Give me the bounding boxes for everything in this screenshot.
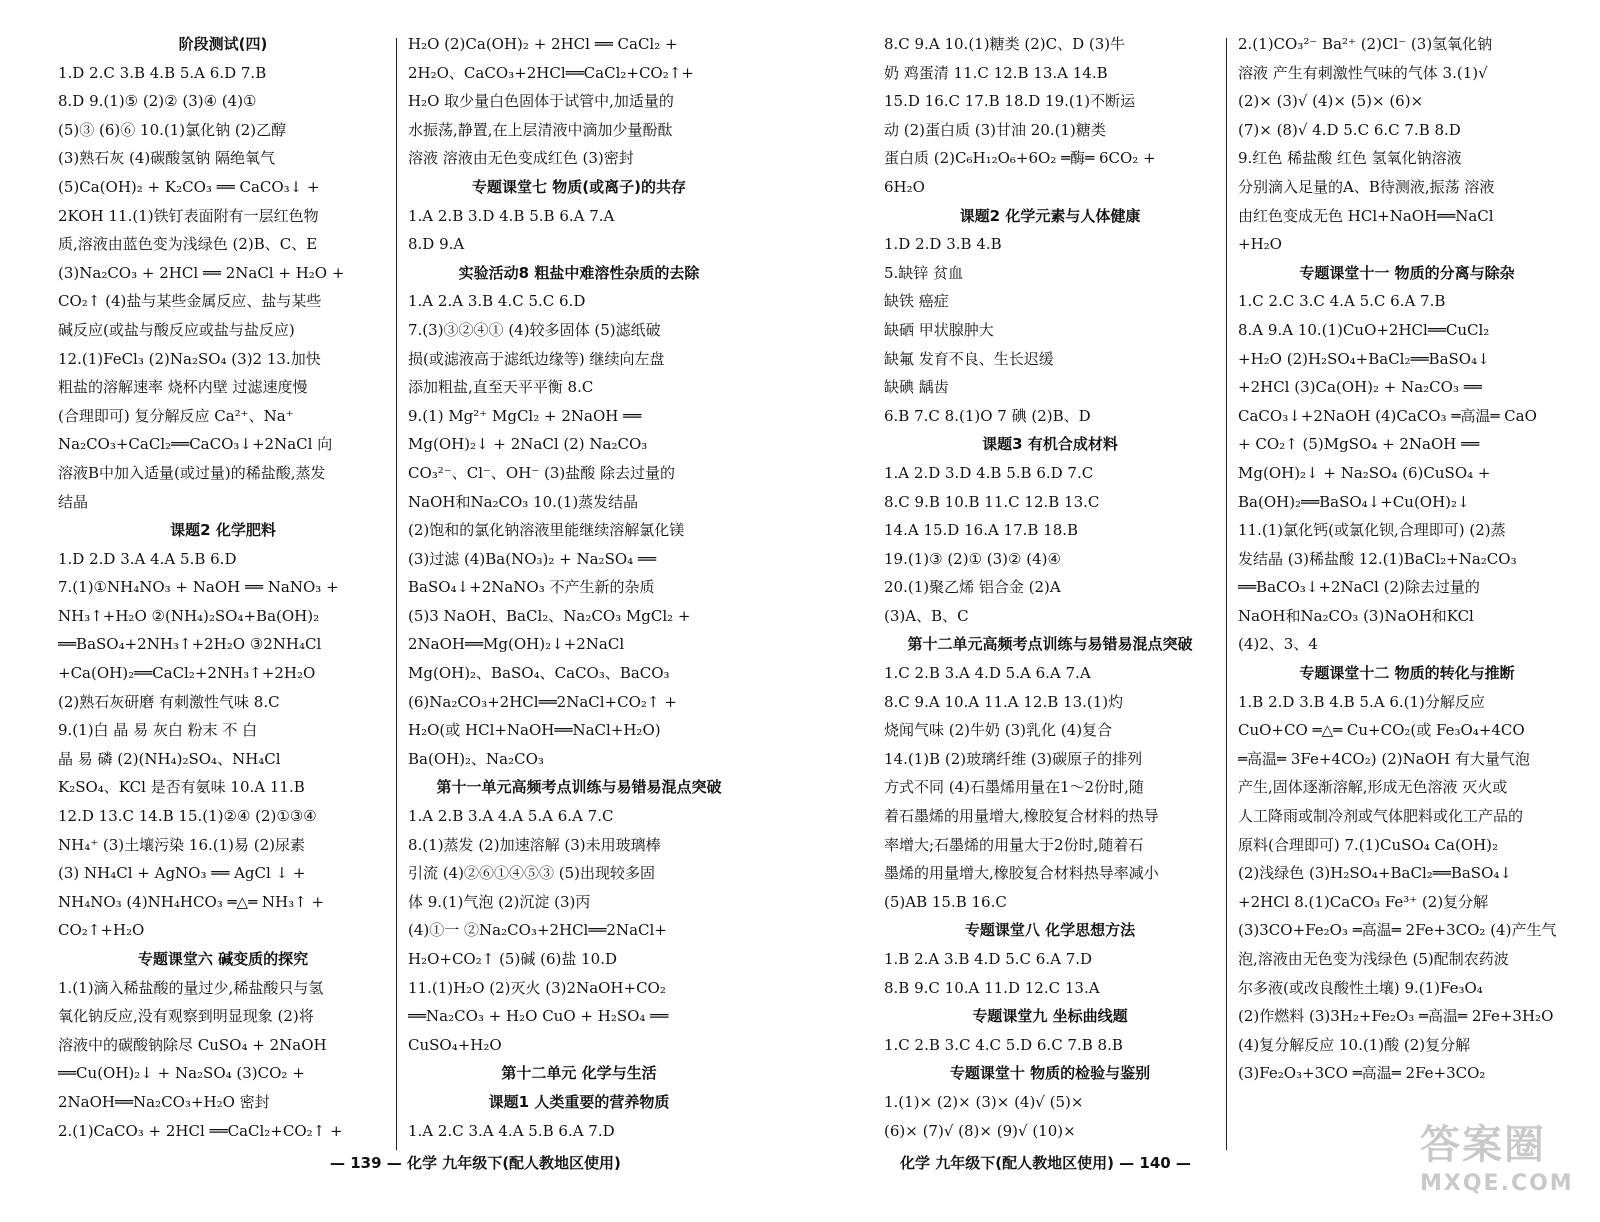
answer-line: K₂SO₄、KCl 是否有氨味 10.A 11.B xyxy=(58,778,305,797)
section-heading: 专题课堂八 化学思想方法 xyxy=(964,921,1136,940)
answer-line: 6H₂O xyxy=(884,177,925,196)
answer-line: (3)Na₂CO₃ + 2HCl ══ 2NaCl + H₂O + xyxy=(58,263,345,282)
answer-line: 6.B 7.C 8.(1)O 7 碘 (2)B、D xyxy=(884,406,1091,425)
answer-line: ═高温═ 3Fe+4CO₂) (2)NaOH 有大量气泡 xyxy=(1238,749,1530,768)
answer-line: 5.缺锌 贫血 xyxy=(884,263,964,282)
answer-line: 水振荡,静置,在上层清液中滴加少量酚酞 xyxy=(408,120,673,139)
answer-line: 1.A 2.C 3.A 4.A 5.B 6.A 7.D xyxy=(408,1121,615,1140)
answer-line: 20.(1)聚乙烯 铝合金 (2)A xyxy=(884,578,1061,597)
answer-line: CO₃²⁻、Cl⁻、OH⁻ (3)盐酸 除去过量的 xyxy=(408,463,675,482)
answer-line: 原料(合理即可) 7.(1)CuSO₄ Ca(OH)₂ xyxy=(1238,835,1499,854)
answer-line: +2HCl (3)Ca(OH)₂ + Na₂CO₃ ══ xyxy=(1238,378,1482,397)
answer-line: CuO+CO ═△═ Cu+CO₂(或 Fe₃O₄+4CO xyxy=(1238,721,1525,740)
answer-line: (2)浅绿色 (3)H₂SO₄+BaCl₂══BaSO₄↓ xyxy=(1238,864,1512,883)
answer-line: 11.(1)氯化钙(或氯化钡,合理即可) (2)蒸 xyxy=(1238,521,1506,540)
answer-line: 8.B 9.C 10.A 11.D 12.C 13.A xyxy=(884,978,1100,997)
answer-line: (5)3 NaOH、BaCl₂、Na₂CO₃ MgCl₂ + xyxy=(408,606,691,625)
page-footer-right: 化学 九年级下(配人教地区使用) — 140 — xyxy=(900,1154,1191,1172)
answer-line: Mg(OH)₂、BaSO₄、CaCO₃、BaCO₃ xyxy=(408,664,670,683)
answer-line: CO₂↑+H₂O xyxy=(58,921,145,940)
section-heading: 第十一单元高频考点训练与易错易混点突破 xyxy=(436,778,722,797)
answer-line: 1.C 2.B 3.C 4.C 5.D 6.C 7.B 8.B xyxy=(884,1035,1123,1054)
answer-line: +H₂O xyxy=(1238,235,1282,254)
answer-line: Mg(OH)₂↓ + 2NaCl (2) Na₂CO₃ xyxy=(408,435,648,454)
answer-line: 发结晶 (3)稀盐酸 12.(1)BaCl₂+Na₂CO₃ xyxy=(1238,549,1517,568)
answer-line: (5)AB 15.B 16.C xyxy=(884,892,1007,911)
answer-line: 氧化钠反应,没有观察到明显现象 (2)将 xyxy=(58,1007,314,1026)
answer-column-4 xyxy=(1238,30,1576,1088)
answer-line: 产生,固体逐渐溶解,形成无色溶液 灭火或 xyxy=(1238,778,1508,797)
section-heading: 实验活动8 粗盐中难溶性杂质的去除 xyxy=(458,263,700,282)
answer-line: 结晶 xyxy=(58,492,89,511)
answer-line: 人工降雨或制冷剂或气体肥料或化工产品的 xyxy=(1238,807,1524,826)
answer-line: 2H₂O、CaCO₃+2HCl══CaCl₂+CO₂↑+ xyxy=(408,63,694,82)
answer-line: (2)饱和的氯化钠溶液里能继续溶解氯化镁 xyxy=(408,521,685,540)
answer-line: 8.C 9.A 10.(1)糖类 (2)C、D (3)牛 xyxy=(884,35,1126,53)
answer-line: 1.C 2.C 3.C 4.A 5.C 6.A 7.B xyxy=(1238,292,1446,311)
answer-line: 溶液B中加入适量(或过量)的稀盐酸,蒸发 xyxy=(58,463,326,482)
column-divider xyxy=(396,38,397,1150)
answer-line: 14.(1)B (2)玻璃纤维 (3)碳原子的排列 xyxy=(884,749,1143,768)
answer-line: (合理即可) 复分解反应 Ca²⁺、Na⁺ xyxy=(58,406,294,425)
answer-line: 8.C 9.B 10.B 11.C 12.B 13.C xyxy=(884,492,1100,511)
answer-line: 缺碘 龋齿 xyxy=(884,378,949,397)
answer-line: NH₄⁺ (3)土壤污染 16.(1)易 (2)尿素 xyxy=(58,835,306,854)
answer-line: 分别滴入足量的A、B待测液,振荡 溶液 xyxy=(1238,177,1495,196)
answer-line: 2KOH 11.(1)铁钉表面附有一层红色物 xyxy=(58,206,319,225)
answer-line: CuSO₄+H₂O xyxy=(408,1035,502,1054)
answer-line: 1.A 2.D 3.D 4.B 5.B 6.D 7.C xyxy=(884,463,1094,482)
answer-line: 8.C 9.A 10.A 11.A 12.B 13.(1)灼 xyxy=(884,692,1124,711)
answer-line: (4)复分解反应 10.(1)酸 (2)复分解 xyxy=(1238,1035,1471,1054)
answer-line: +2HCl 8.(1)CaCO₃ Fe³⁺ (2)复分解 xyxy=(1238,892,1489,911)
answer-line: 奶 鸡蛋清 11.C 12.B 13.A 14.B xyxy=(884,63,1108,82)
answer-line: Ba(OH)₂、Na₂CO₃ xyxy=(408,749,544,768)
answer-line: +H₂O (2)H₂SO₄+BaCl₂══BaSO₄↓ xyxy=(1238,349,1490,368)
answer-line: 1.B 2.D 3.B 4.B 5.A 6.(1)分解反应 xyxy=(1238,692,1485,711)
section-heading: 课题2 化学肥料 xyxy=(170,521,276,540)
answer-line: ══BaSO₄+2NH₃↑+2H₂O ③2NH₄Cl xyxy=(58,635,322,654)
answer-line: ══BaCO₃↓+2NaCl (2)除去过量的 xyxy=(1238,578,1480,597)
answer-line: 溶液 溶液由无色变成红色 (3)密封 xyxy=(408,149,634,168)
answer-line: 烧闻气味 (2)牛奶 (3)乳化 (4)复合 xyxy=(884,721,1113,740)
answer-line: 8.D 9.A xyxy=(408,235,465,254)
answer-line: NaOH和Na₂CO₃ (3)NaOH和KCl xyxy=(1238,606,1474,625)
answer-line: (3)3CO+Fe₂O₃ ═高温═ 2Fe+3CO₂ (4)产生气 xyxy=(1238,921,1557,940)
answer-line: (3)过滤 (4)Ba(NO₃)₂ + Na₂SO₄ ══ xyxy=(408,549,656,568)
answer-line: 2.(1)CO₃²⁻ Ba²⁺ (2)Cl⁻ (3)氢氧化钠 xyxy=(1238,35,1493,53)
answer-line: 缺铁 癌症 xyxy=(884,292,949,311)
answer-line: 7.(1)①NH₄NO₃ + NaOH ══ NaNO₃ + xyxy=(58,578,339,597)
answer-line: 19.(1)③ (2)① (3)② (4)④ xyxy=(884,549,1061,568)
section-heading: 第十二单元高频考点训练与易错易混点突破 xyxy=(907,635,1193,654)
answer-line: (5)Ca(OH)₂ + K₂CO₃ ══ CaCO₃↓ + xyxy=(58,177,320,196)
answer-line: 1.D 2.D 3.B 4.B xyxy=(884,235,1002,254)
answer-line: 1.D 2.C 3.B 4.B 5.A 6.D 7.B xyxy=(58,63,267,82)
answer-line: (2)作燃料 (3)3H₂+Fe₂O₃ ═高温═ 2Fe+3H₂O xyxy=(1238,1007,1554,1026)
answer-line: 2NaOH══Mg(OH)₂↓+2NaCl xyxy=(408,635,625,654)
watermark-url: MXQE.COM xyxy=(1420,1171,1574,1196)
answer-line: 1.B 2.A 3.B 4.D 5.C 6.A 7.D xyxy=(884,950,1093,968)
answer-line: 8.A 9.A 10.(1)CuO+2HCl══CuCl₂ xyxy=(1238,320,1490,339)
answer-line: 9.(1) Mg²⁺ MgCl₂ + 2NaOH ══ xyxy=(408,406,642,425)
answer-line: 尔多液(或改良酸性土壤) 9.(1)Fe₃O₄ xyxy=(1238,978,1483,997)
answer-line: 体 9.(1)气泡 (2)沉淀 (3)丙 xyxy=(408,892,591,911)
answer-line: 14.A 15.D 16.A 17.B 18.B xyxy=(884,521,1079,540)
section-heading: 专题课堂七 物质(或离子)的共存 xyxy=(472,177,686,196)
answer-line: 1.(1)× (2)× (3)× (4)√ (5)× xyxy=(884,1092,1084,1111)
answer-line: NaOH和Na₂CO₃ 10.(1)蒸发结晶 xyxy=(408,492,639,511)
answer-line: 12.(1)FeCl₃ (2)Na₂SO₄ (3)2 13.加快 xyxy=(58,349,321,368)
answer-line: 8.(1)蒸发 (2)加速溶解 (3)未用玻璃棒 xyxy=(408,835,661,854)
answer-line: (4)①一 ②Na₂CO₃+2HCl══2NaCl+ xyxy=(408,921,667,940)
answer-line: (2)× (3)√ (4)× (5)× (6)× xyxy=(1238,92,1424,111)
answer-column-2 xyxy=(408,30,750,1145)
section-heading: 专题课堂十 物质的检验与鉴别 xyxy=(949,1064,1151,1083)
answer-line: 损(或滤液高于滤纸边缘等) 继续向左盘 xyxy=(408,349,665,368)
answer-line: 着石墨烯的用量增大,橡胶复合材料的热导 xyxy=(884,807,1159,826)
answer-line: (6)Na₂CO₃+2HCl══2NaCl+CO₂↑ + xyxy=(408,692,677,711)
answer-line: 泡,溶液由无色变为浅绿色 (5)配制农药波 xyxy=(1238,950,1509,968)
section-heading: 课题1 人类重要的营养物质 xyxy=(488,1092,670,1111)
answer-line: NH₃↑+H₂O ②(NH₄)₂SO₄+Ba(OH)₂ xyxy=(58,606,320,625)
answer-line: H₂O(或 HCl+NaOH══NaCl+H₂O) xyxy=(408,721,661,740)
answer-column-3 xyxy=(884,30,1216,1145)
answer-line: (7)× (8)√ 4.D 5.C 6.C 7.B 8.D xyxy=(1238,120,1461,139)
answer-line: 1.(1)滴入稀盐酸的量过少,稀盐酸只与氢 xyxy=(58,978,324,997)
answer-line: 1.A 2.B 3.A 4.A 5.A 6.A 7.C xyxy=(408,807,614,826)
answer-line: H₂O+CO₂↑ (5)碱 (6)盐 10.D xyxy=(408,950,617,968)
answer-line: 添加粗盐,直至天平平衡 8.C xyxy=(408,378,594,397)
section-heading: 专题课堂九 坐标曲线题 xyxy=(972,1007,1128,1026)
watermark-title: 答案圈 xyxy=(1420,1122,1546,1168)
answer-line: 引流 (4)②⑥①④⑤③ (5)出现较多固 xyxy=(408,864,656,883)
answer-line: 率增大;石墨烯的用量大于2份时,随着石 xyxy=(884,835,1144,854)
answer-line: (3)A、B、C xyxy=(884,606,969,625)
answer-line: 1.D 2.D 3.A 4.A 5.B 6.D xyxy=(58,549,237,568)
answer-column-1 xyxy=(58,30,388,1145)
answer-line: Na₂CO₃+CaCl₂══CaCO₃↓+2NaCl 向 xyxy=(58,435,333,454)
answer-line: 碱反应(或盐与酸反应或盐与盐反应) xyxy=(58,320,295,339)
section-heading: 专题课堂十一 物质的分离与除杂 xyxy=(1299,263,1515,282)
section-heading: 专题课堂十二 物质的转化与推断 xyxy=(1299,664,1515,683)
answer-line: ══Na₂CO₃ + H₂O CuO + H₂SO₄ ══ xyxy=(408,1007,669,1026)
answer-line: ══Cu(OH)₂↓ + Na₂SO₄ (3)CO₂ + xyxy=(58,1064,305,1083)
answer-line: 2NaOH══Na₂CO₃+H₂O 密封 xyxy=(58,1092,270,1111)
answer-line: 8.D 9.(1)⑤ (2)② (3)④ (4)① xyxy=(58,92,257,111)
section-heading: 专题课堂六 碱变质的探究 xyxy=(137,950,309,968)
answer-line: 缺氟 发育不良、生长迟缓 xyxy=(884,349,1054,368)
answer-line: 2.(1)CaCO₃ + 2HCl ══CaCl₂+CO₂↑ + xyxy=(58,1121,343,1140)
answer-line: CaCO₃↓+2NaOH (4)CaCO₃ ═高温═ CaO xyxy=(1238,406,1537,425)
section-heading: 第十二单元 化学与生活 xyxy=(501,1064,657,1083)
answer-line: 15.D 16.C 17.B 18.D 19.(1)不断运 xyxy=(884,92,1136,111)
answer-line: 溶液 产生有刺激性气味的气体 3.(1)√ xyxy=(1238,63,1488,82)
answer-line: 7.(3)③②④① (4)较多固体 (5)滤纸破 xyxy=(408,320,661,339)
answer-line: (6)× (7)√ (8)× (9)√ (10)× xyxy=(884,1121,1076,1140)
answer-line: NH₄NO₃ (4)NH₄HCO₃ ═△═ NH₃↑ + xyxy=(58,892,325,911)
answer-line: 由红色变成无色 HCl+NaOH══NaCl xyxy=(1238,206,1494,225)
answer-line: 11.(1)H₂O (2)灭火 (3)2NaOH+CO₂ xyxy=(408,978,666,997)
answer-line: 方式不同 (4)石墨烯用量在1～2份时,随 xyxy=(884,778,1144,797)
page-footer-left: — 139 — 化学 九年级下(配人教地区使用) xyxy=(330,1154,621,1172)
answer-line: CO₂↑ (4)盐与某些金属反应、盐与某些 xyxy=(58,292,322,311)
answer-line: 晶 易 磷 (2)(NH₄)₂SO₄、NH₄Cl xyxy=(58,749,281,768)
section-heading: 阶段测试(四) xyxy=(178,35,268,53)
answer-line: +Ca(OH)₂══CaCl₂+2NH₃↑+2H₂O xyxy=(58,664,316,683)
answer-line: 质,溶液由蓝色变为浅绿色 (2)B、C、E xyxy=(58,235,318,254)
answer-line: 动 (2)蛋白质 (3)甘油 20.(1)糖类 xyxy=(884,120,1106,139)
answer-line: Mg(OH)₂↓ + Na₂SO₄ (6)CuSO₄ + xyxy=(1238,463,1491,482)
watermark-logo xyxy=(1420,1120,1580,1210)
answer-line: 1.C 2.B 3.A 4.D 5.A 6.A 7.A xyxy=(884,664,1091,683)
answer-line: H₂O (2)Ca(OH)₂ + 2HCl ══ CaCl₂ + xyxy=(408,35,678,53)
answer-line: 溶液中的碳酸钠除尽 CuSO₄ + 2NaOH xyxy=(58,1035,327,1054)
answer-line: (5)③ (6)⑥ 10.(1)氯化钠 (2)乙醇 xyxy=(58,120,287,139)
answer-line: Ba(OH)₂══BaSO₄↓+Cu(OH)₂↓ xyxy=(1238,492,1470,511)
answer-line: 12.D 13.C 14.B 15.(1)②④ (2)①③④ xyxy=(58,807,317,826)
answer-line: (3) NH₄Cl + AgNO₃ ══ AgCl ↓ + xyxy=(58,864,306,883)
answer-line: (3)Fe₂O₃+3CO ═高温═ 2Fe+3CO₂ xyxy=(1238,1064,1486,1083)
answer-line: (2)熟石灰研磨 有刺激性气味 8.C xyxy=(58,692,280,711)
answer-line: 1.A 2.A 3.B 4.C 5.C 6.D xyxy=(408,292,586,311)
answer-line: H₂O 取少量白色固体于试管中,加适量的 xyxy=(408,92,674,111)
answer-line: (4)2、3、4 xyxy=(1238,635,1318,654)
answer-line: 9.(1)白 晶 易 灰白 粉末 不 白 xyxy=(58,721,258,740)
answer-line: 缺硒 甲状腺肿大 xyxy=(884,320,994,339)
answer-line: 1.A 2.B 3.D 4.B 5.B 6.A 7.A xyxy=(408,206,615,225)
answer-line: BaSO₄↓+2NaNO₃ 不产生新的杂质 xyxy=(408,578,655,597)
answer-line: 墨烯的用量增大,橡胶复合材料热导率减小 xyxy=(884,864,1159,883)
section-heading: 课题3 有机合成材料 xyxy=(982,435,1118,454)
answer-line: + CO₂↑ (5)MgSO₄ + 2NaOH ══ xyxy=(1238,435,1480,454)
answer-line: 蛋白质 (2)C₆H₁₂O₆+6O₂ ═酶═ 6CO₂ + xyxy=(884,149,1156,168)
column-divider xyxy=(1226,38,1227,1150)
section-heading: 课题2 化学元素与人体健康 xyxy=(959,206,1141,225)
answer-line: 粗盐的溶解速率 烧杯内壁 过滤速度慢 xyxy=(58,378,308,397)
answer-line: (3)熟石灰 (4)碳酸氢钠 隔绝氧气 xyxy=(58,149,276,168)
answer-line: 9.红色 稀盐酸 红色 氢氧化钠溶液 xyxy=(1238,149,1462,168)
